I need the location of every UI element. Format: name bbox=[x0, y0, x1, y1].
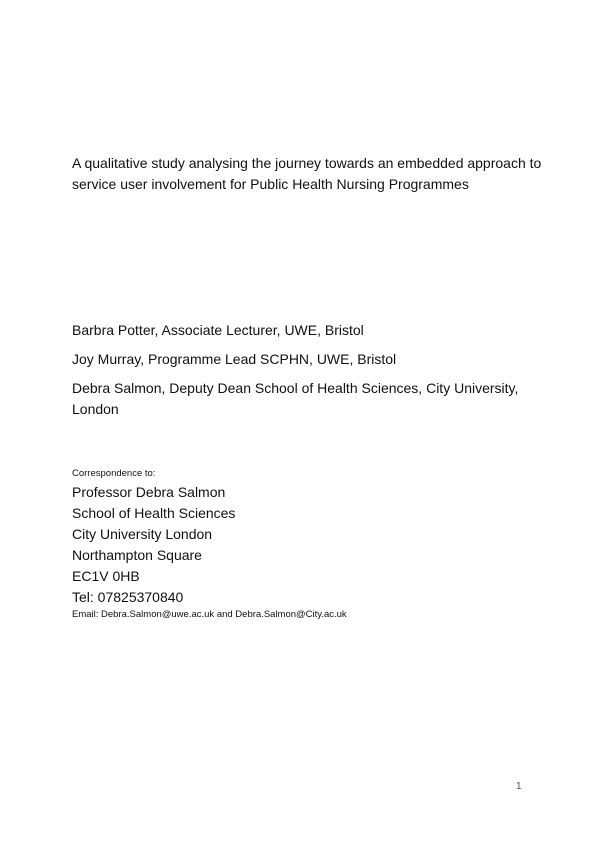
author-line: Barbra Potter, Associate Lecturer, UWE, Bristol bbox=[72, 322, 364, 338]
page-number: 1 bbox=[516, 781, 522, 792]
author-list bbox=[72, 320, 542, 428]
author-line: Debra Salmon, Deputy Dean School of Health Sciences, City University, London bbox=[72, 380, 519, 417]
author-line: Joy Murray, Programme Lead SCPHN, UWE, Bristol bbox=[72, 351, 397, 367]
correspondence-email: Email: Debra.Salmon@uwe.ac.uk and Debra.Salmon@City.ac.uk bbox=[72, 609, 347, 620]
paper-title: A qualitative study analysing the journey towards an embedded approach to service user involvement for Public Health Nursing Programmes bbox=[72, 155, 542, 192]
correspondence-label: Correspondence to: bbox=[72, 468, 156, 479]
correspondence-name: Professor Debra Salmon bbox=[72, 484, 226, 500]
correspondence-school: School of Health Sciences bbox=[72, 505, 236, 521]
correspondence-block bbox=[72, 467, 542, 622]
correspondence-street: Northampton Square bbox=[72, 547, 202, 563]
correspondence-postcode: EC1V 0HB bbox=[72, 568, 140, 584]
correspondence-phone: Tel: 07825370840 bbox=[72, 589, 184, 605]
correspondence-university: City University London bbox=[72, 526, 213, 542]
